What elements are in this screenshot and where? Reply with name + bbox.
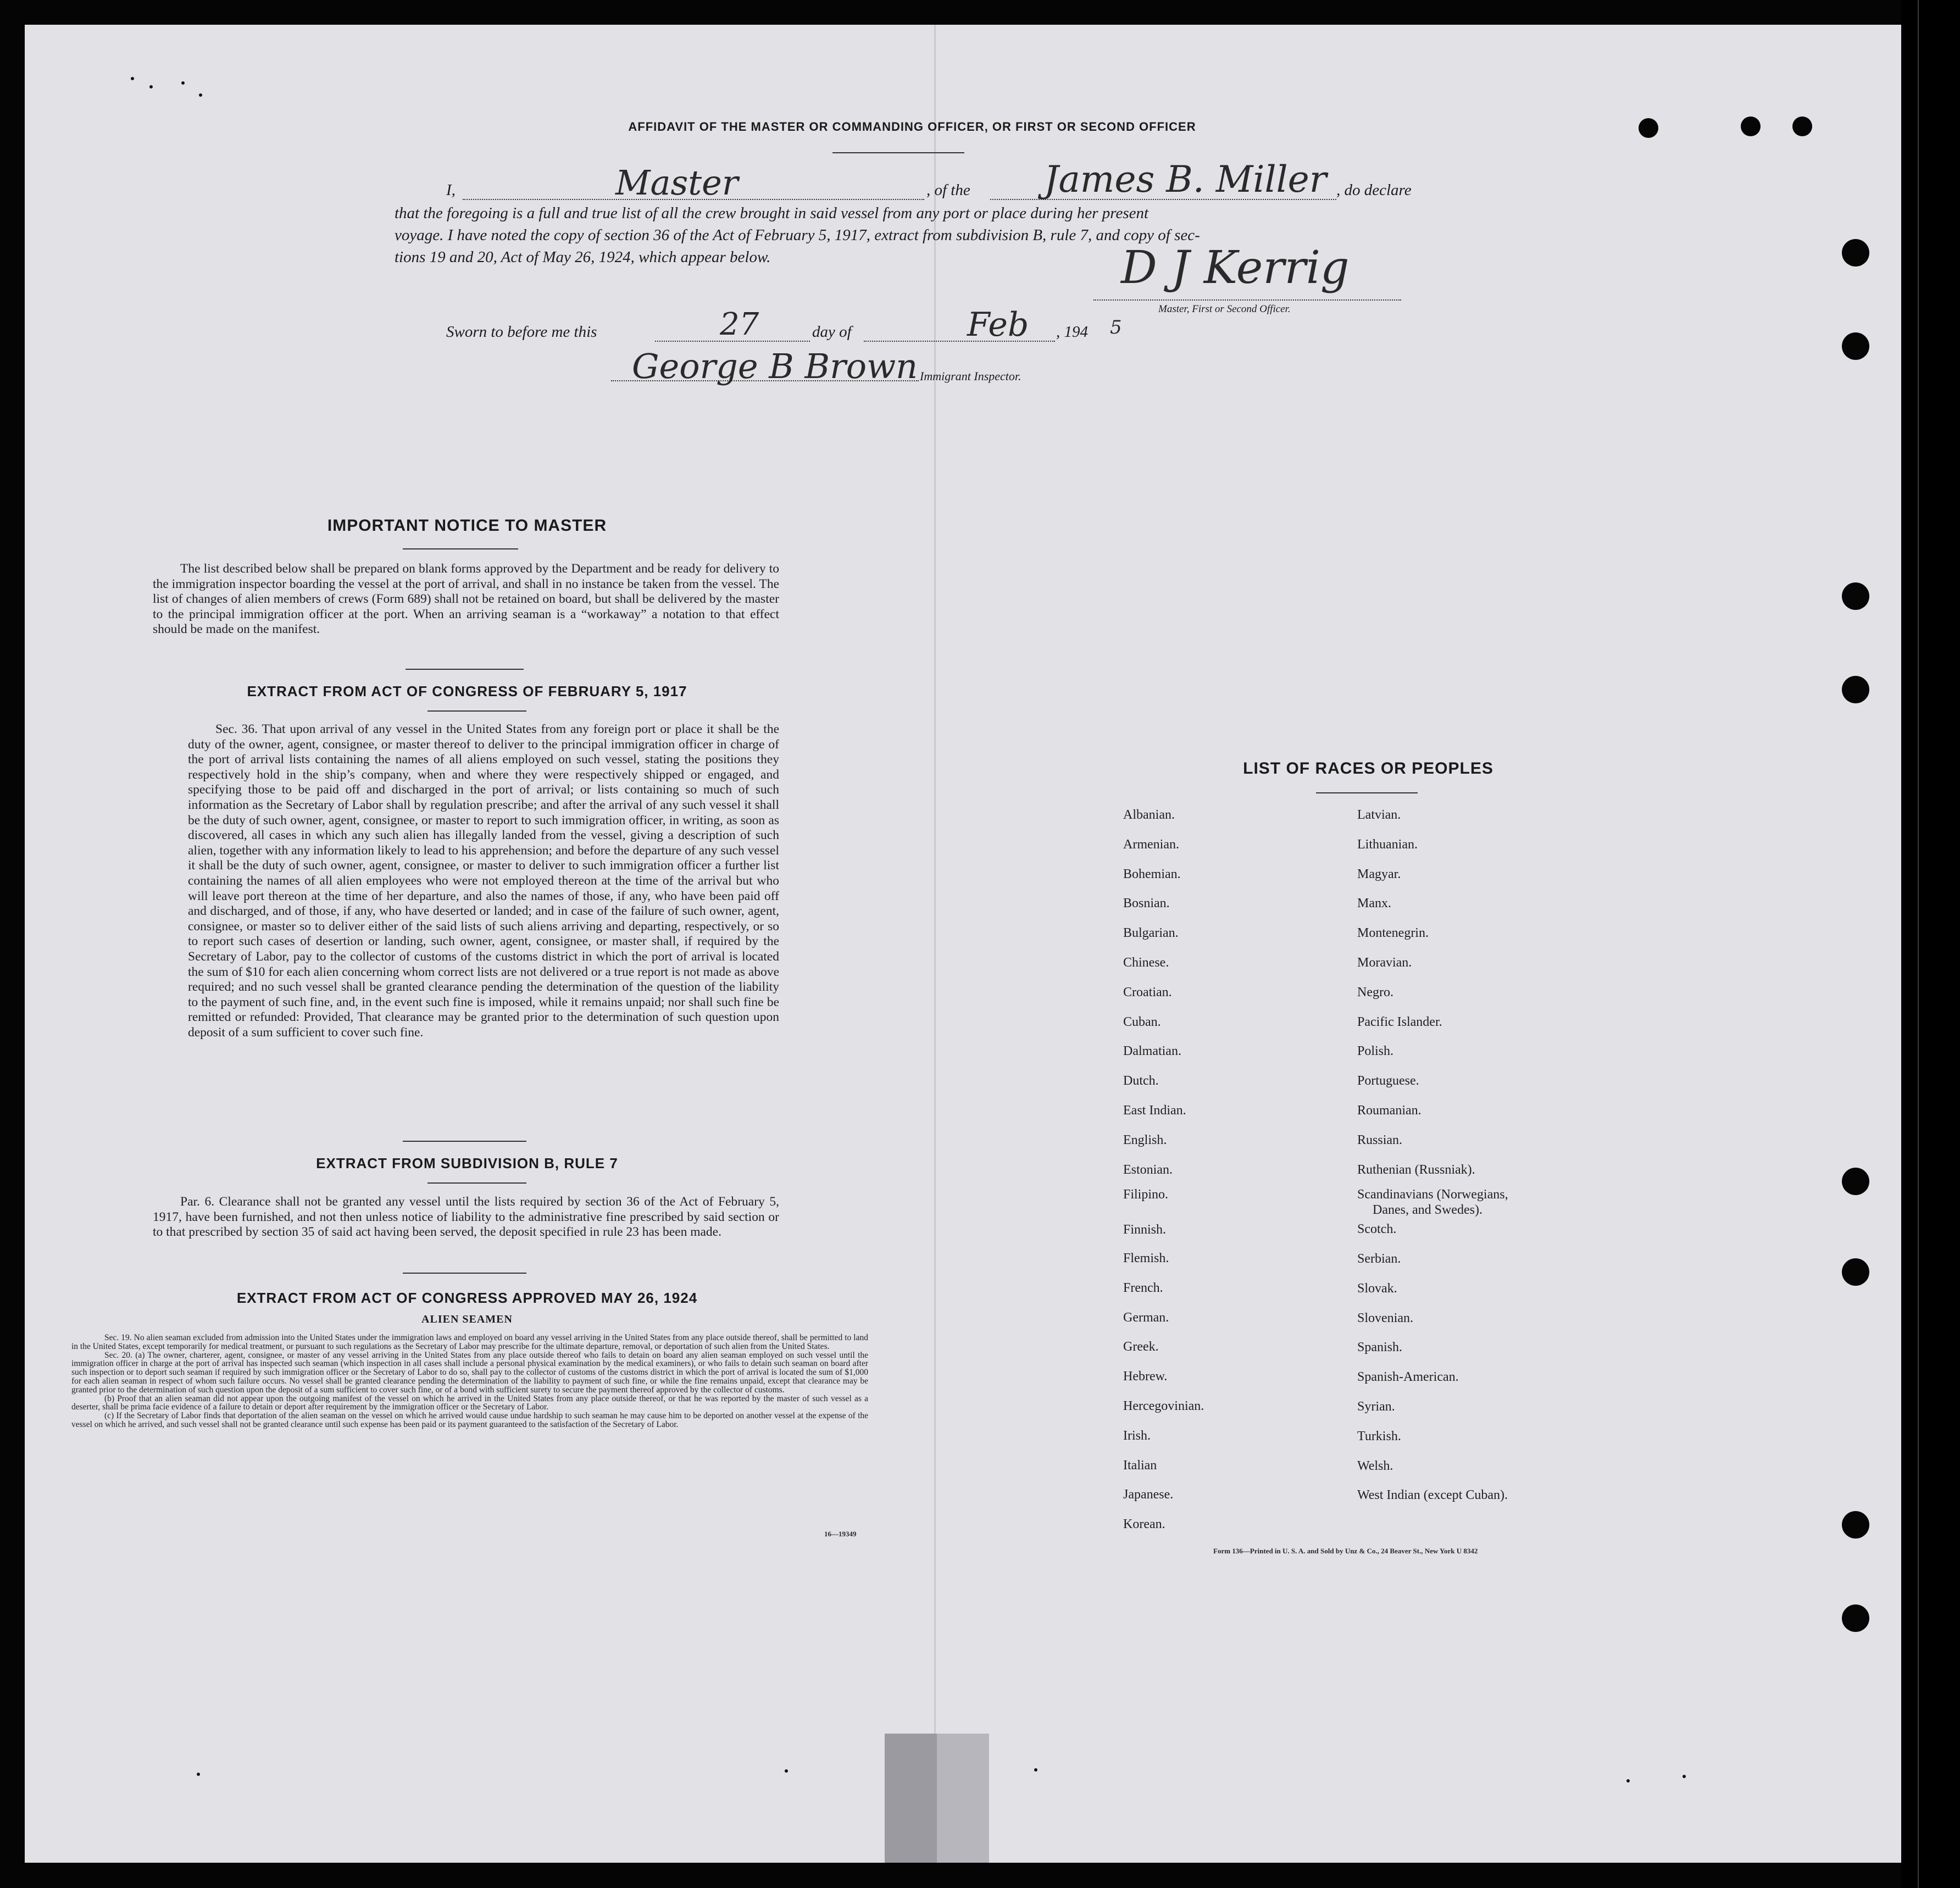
of-the-label: , of the (926, 181, 970, 199)
year-prefix: , 194 (1056, 323, 1088, 341)
divider (403, 1273, 526, 1274)
affidavit-line-3: voyage. I have noted the copy of section 36 of the Act of February 5, 1917, extract from subdivision B, rule 7, and copy of sec- (395, 226, 1200, 244)
race-item: Greek. (1123, 1340, 1159, 1354)
race-item: Estonian. (1123, 1162, 1173, 1177)
divider (1316, 792, 1418, 793)
race-item: Croatian. (1123, 985, 1172, 999)
race-item: Albanian. (1123, 808, 1175, 822)
divider (403, 1141, 526, 1142)
race-item: Dalmatian. (1123, 1044, 1181, 1059)
punch-hole (1842, 332, 1869, 360)
divider (403, 548, 518, 549)
race-item: Hercegovinian. (1123, 1399, 1204, 1413)
punch-hole (1842, 582, 1869, 610)
print-code: 16—19349 (824, 1530, 857, 1538)
extract-1924-subtitle: ALIEN SEAMEN (421, 1313, 513, 1325)
affidavit-line-4: tions 19 and 20, Act of May 26, 1924, which appear below. (395, 248, 771, 266)
par6-text: Par. 6. Clearance shall not be granted any vessel until the lists required by section 36 of the Act of February 5, 1917, have been furnished, and not then unless notice of liability to the administrative fine prescribed by said section or to that prescribed by section 35 of said act having been served, the deposit specified in rule 23 has been made. (153, 1195, 779, 1240)
rule7-body (153, 1195, 779, 1240)
speck (149, 85, 153, 88)
race-item: Russian. (1357, 1132, 1403, 1147)
punch-hole (1842, 1168, 1869, 1195)
punch-hole (1639, 118, 1658, 138)
speck (199, 93, 202, 97)
race-item: Syrian. (1357, 1400, 1395, 1414)
affidavit-line-2: that the foregoing is a full and true list of all the crew brought in said vessel from any port or place during her present (395, 204, 1149, 222)
race-item: Scotch. (1357, 1222, 1397, 1237)
rank-handwritten: Master (615, 163, 739, 203)
sec20a-text: Sec. 20. (a) The owner, charterer, agent, consignee, or master of any vessel arriving in the United States from any place outside thereof who fails to detain on board any alien seaman employed on such vessel until the immigration officer in charge at the port of arrival has inspected such seaman (which inspection in all cases shall include a personal physical examination by the medical examiners), or who fails to detain such seaman on board after such inspection or to deport such seaman if required by such immigration officer or the Secretary of Labor to do so, shall pay to the collector of customs of the customs district in which the port of arrival is located the sum of $1,000 for each alien seaman in respect of whom such failure occurs. No vessel shall be granted clearance pending the determination of the liability to payment of such fine, or while the fine remains unpaid, except that clearance may be granted prior to the determination of such question upon the deposit of a sum sufficient to cover such fine, or of a bond with sufficient surety to secure the payment thereof approved by the collector of customs. (71, 1350, 868, 1395)
master-signature: D J Kerrig (1121, 242, 1350, 294)
punch-hole (1842, 1511, 1869, 1539)
race-item: Serbian. (1357, 1252, 1401, 1266)
divider (427, 1182, 526, 1184)
sec19-text: Sec. 19. No alien seaman excluded from admission into the United States under the immigration laws and employed on board any vessel arriving in the United States from any place outside thereof, shall be permitted to land in the United States, except temporarily for medical treatment, or pursuant to such regulations as the Secretary of Labor may prescribe for the ultimate departure, removal, or deportation of such alien from the United States. (71, 1333, 868, 1351)
vessel-handwritten: James B. Miller (1044, 158, 1327, 201)
race-item: Slovak. (1357, 1281, 1397, 1296)
race-item: Cuban. (1123, 1014, 1161, 1029)
race-item: Manx. (1357, 896, 1391, 911)
race-item: Hebrew. (1123, 1369, 1168, 1384)
form-note: Form 136—Printed in U. S. A. and Sold by Unz & Co., 24 Beaver St., New York U 8342 (1213, 1547, 1478, 1555)
race-item: Danes, and Swedes). (1373, 1203, 1483, 1218)
race-item: Latvian. (1357, 808, 1401, 822)
punch-hole (1842, 239, 1869, 266)
section-36-text: Sec. 36. That upon arrival of any vessel in the United States from any foreign port or place it shall be the duty of the owner, agent, consignee, or master thereof to deliver to the principal immigration officer in charge of the port of arrival lists containing the names of all aliens employed on such vessel, stating the positions they respectively hold in the ship’s company, when and where they were respectively shipped or engaged, and specifying those to be paid off and discharged in the port of arrival; or lists containing so much of such information as the Secretary of Labor shall by regulation prescribe; and after the arrival of any such vessel it shall be the duty of such owner, agent, consignee, or master to report to such immigration officer, in writing, as soon as discovered, all cases in which any such alien has illegally landed from the vessel, giving a description of such alien, together with any information likely to lead to his apprehension; and before the departure of any such vessel it shall be the duty of such owner, agent, consignee, or master to deliver to such immigration officer a further list containing the names of all alien employees who were not employed thereon at the time of the arrival but who will leave port thereon at the time of her departure, and also the names of those, if any, who have been paid off and discharged, and of those, if any, who have deserted or landed; and in case of the failure of such owner, agent, consignee, or master so to deliver either of the said lists of such aliens arriving and departing, respectively, or so to report such cases of desertion or landing, such owner, agent, consignee, or master shall, if required by the Secretary of Labor, pay to the collector of customs of the customs district in which the port of arrival is located the sum of $10 for each alien concerning whom correct lists are not delivered or a true report is not made as above required; and no such vessel shall be granted clearance pending the determination of the question of the liability to the payment of such fine, and, in the event such fine is imposed, while it remains unpaid; nor shall such fine be remitted or refunded: Provided, That clearance may be granted prior to the determination of such question upon deposit of a sum sufficient to cover such fine. (188, 722, 779, 1040)
extract-1917-title: EXTRACT FROM ACT OF CONGRESS OF FEBRUARY 5, 1917 (247, 683, 687, 699)
inspector-signature: George B Brown (632, 346, 918, 386)
speck (1683, 1775, 1686, 1778)
race-item: Turkish. (1357, 1429, 1401, 1443)
signature-line (1093, 299, 1401, 301)
i-label: I, (446, 181, 456, 199)
punch-hole (1741, 116, 1761, 136)
extract-1924-title: EXTRACT FROM ACT OF CONGRESS APPROVED MAY 26, 1924 (236, 1290, 698, 1306)
race-item: Scandinavians (Norwegians, (1357, 1187, 1508, 1202)
declare-label: , do declare (1336, 181, 1412, 199)
speck (1626, 1779, 1630, 1783)
punch-hole (1842, 1258, 1869, 1286)
race-item: East Indian. (1123, 1103, 1186, 1118)
race-item: Japanese. (1123, 1487, 1174, 1502)
scan-edge-line (1918, 0, 1919, 1888)
notice-text: The list described below shall be prepared on blank forms approved by the Department and be ready for delivery to the immigration inspector boarding the vessel at the port of arrival, and shall in no instance be taken from the vessel. The list of changes of alien members of crews (Form 689) shall not be retained on board, but shall be delivered by the master to the principal immigration officer at the port. When an arriving seaman is a “workaway” a notation to that effect should be made on the manifest. (153, 562, 779, 637)
race-item: Portuguese. (1357, 1074, 1419, 1089)
inspector-line (611, 380, 919, 381)
race-item: Magyar. (1357, 867, 1401, 881)
race-item: Chinese. (1123, 956, 1169, 970)
divider (406, 669, 524, 670)
year-handwritten: 5 (1110, 316, 1122, 338)
race-item: German. (1123, 1310, 1169, 1325)
day-handwritten: 27 (720, 307, 759, 342)
speck (197, 1773, 200, 1776)
tape-mark (885, 1734, 989, 1863)
race-item: Lithuanian. (1357, 837, 1418, 852)
rule7-title: EXTRACT FROM SUBDIVISION B, RULE 7 (316, 1155, 618, 1171)
speck (1034, 1768, 1037, 1772)
race-item: English. (1123, 1132, 1167, 1147)
extract-1924-body (71, 1334, 868, 1429)
race-item: Italian (1123, 1458, 1157, 1473)
divider (832, 152, 964, 153)
race-item: Finnish. (1123, 1223, 1167, 1237)
race-item: Welsh. (1357, 1458, 1393, 1473)
race-item: Irish. (1123, 1428, 1151, 1443)
race-item: Spanish-American. (1357, 1370, 1459, 1385)
extract-1917-body (188, 722, 779, 1040)
race-item: Ruthenian (Russniak). (1357, 1162, 1475, 1177)
race-item: Dutch. (1123, 1074, 1159, 1089)
punch-hole (1792, 116, 1812, 136)
race-item: Flemish. (1123, 1251, 1169, 1265)
inspector-caption: Immigrant Inspector. (920, 369, 1021, 383)
race-item: Bosnian. (1123, 896, 1170, 911)
day-of-label: day of (812, 323, 852, 341)
affidavit-title: AFFIDAVIT OF THE MASTER OR COMMANDING OFFICER, OR FIRST OR SECOND OFFICER (628, 120, 1196, 134)
signature-caption: Master, First or Second Officer. (1158, 303, 1291, 315)
speck (131, 77, 134, 80)
race-item: Spanish. (1357, 1340, 1403, 1355)
punch-hole (1842, 676, 1869, 703)
race-item: Armenian. (1123, 837, 1179, 852)
race-item: Moravian. (1357, 956, 1412, 970)
speck (785, 1769, 788, 1773)
sec20c-text: (c) If the Secretary of Labor finds that deportation of the alien seaman on the vessel on which he arrived would cause undue hardship to such seaman he may cause him to be deported on another vessel at the expense of the vessel on which he arrived, and such vessel shall not be granted clearance until such expense has been paid or its payment guaranteed to the satisfaction of the Secretary of Labor. (71, 1411, 868, 1429)
race-item: Slovenian. (1357, 1311, 1413, 1325)
race-item: West Indian (except Cuban). (1357, 1488, 1508, 1503)
race-item: Filipino. (1123, 1187, 1169, 1202)
race-item: Roumanian. (1357, 1103, 1422, 1118)
race-item: Polish. (1357, 1044, 1394, 1059)
sworn-label: Sworn to before me this (446, 323, 597, 341)
race-item: Pacific Islander. (1357, 1014, 1442, 1029)
race-item: Montenegrin. (1357, 926, 1429, 941)
notice-body (153, 562, 779, 637)
races-title: LIST OF RACES OR PEOPLES (1243, 759, 1493, 778)
race-item: French. (1123, 1280, 1163, 1295)
divider (427, 710, 526, 712)
scan-edge (1901, 0, 1960, 1888)
race-item: Bohemian. (1123, 867, 1181, 881)
notice-title: IMPORTANT NOTICE TO MASTER (327, 517, 607, 535)
sec20b-text: (b) Proof that an alien seaman did not appear upon the outgoing manifest of the vessel on which he arrived in the United States from any place outside thereof, or that he was reported by the master of such vessel as a deserter, shall be prima facie evidence of a failure to detain or deport after requirement by the immigration officer or the Secretary of Labor. (71, 1393, 868, 1412)
race-item: Bulgarian. (1123, 926, 1179, 941)
speck (181, 81, 185, 85)
race-item: Korean. (1123, 1517, 1165, 1532)
punch-hole (1842, 1604, 1869, 1632)
month-handwritten: Feb (967, 306, 1029, 344)
page-fold (934, 25, 936, 1863)
race-item: Negro. (1357, 985, 1393, 999)
